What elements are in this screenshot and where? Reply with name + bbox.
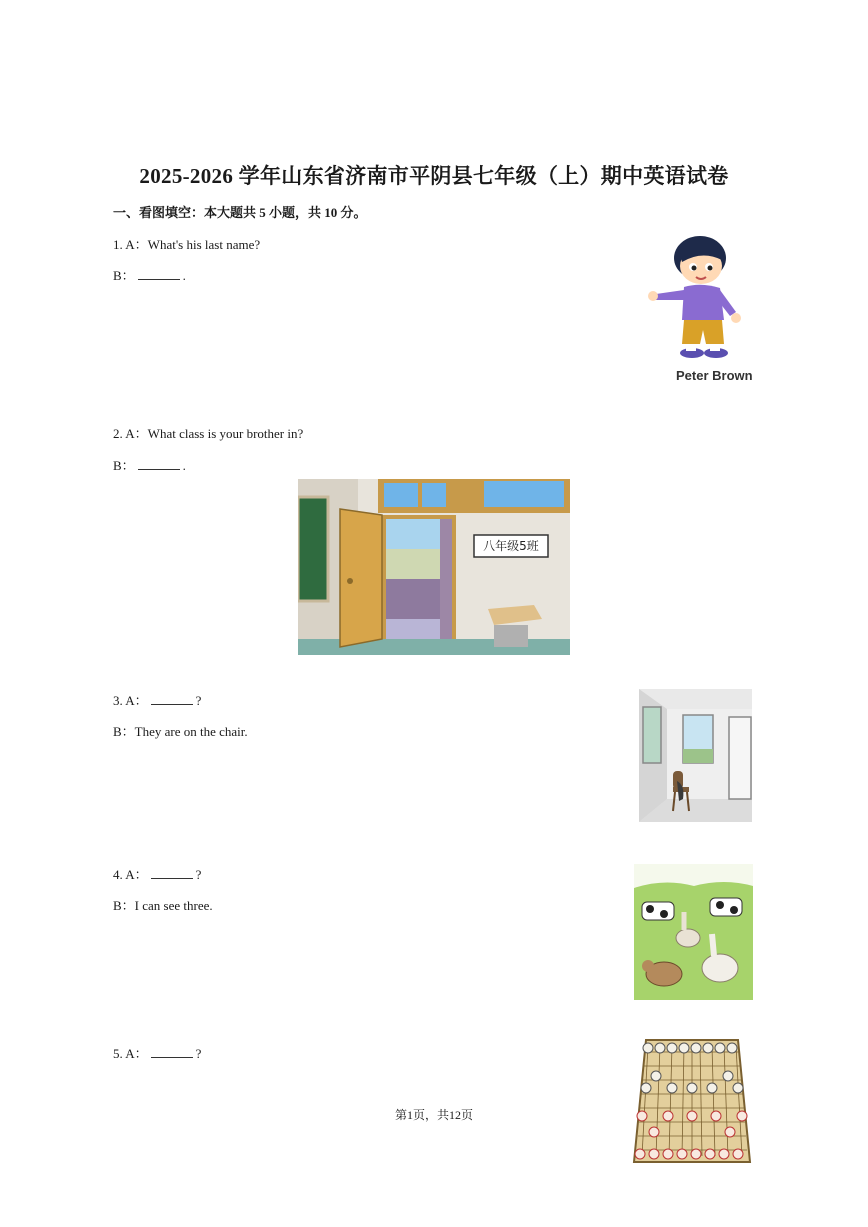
q3-b-prefix: B： <box>113 724 135 739</box>
q1-answer-blank[interactable] <box>138 269 180 280</box>
q1-a-prefix: 1. A： <box>113 237 148 252</box>
q1-question <box>113 234 260 253</box>
q5-question-blank[interactable] <box>151 1047 193 1058</box>
q3-a-suffix: ? <box>195 693 202 708</box>
q4-question-blank[interactable] <box>151 868 193 879</box>
classroom-illustration <box>298 479 570 655</box>
q1-a-text: What's his last name? <box>147 237 261 252</box>
q2-question <box>113 423 303 442</box>
q2-answer-blank[interactable] <box>138 459 180 470</box>
q3-question <box>113 690 201 709</box>
q4-question <box>113 864 201 883</box>
q5-question <box>113 1043 201 1062</box>
q4-b-text: I can see three. <box>134 898 213 913</box>
room-chair-illustration <box>639 689 752 822</box>
q4-a-suffix: ? <box>195 867 202 882</box>
q2-b-suffix: . <box>182 458 186 473</box>
q5-a-suffix: ? <box>195 1046 202 1061</box>
page-title: 2025-2026 学年山东省济南市平阴县七年级（上）期中英语试卷 <box>139 164 729 188</box>
q4-b-prefix: B： <box>113 898 135 913</box>
q3-answer-line <box>113 721 248 740</box>
q3-a-prefix: 3. A： <box>113 693 148 708</box>
q4-a-prefix: 4. A： <box>113 867 148 882</box>
q2-b-prefix: B： <box>113 458 135 473</box>
q3-question-blank[interactable] <box>151 694 193 705</box>
q1-b-suffix: . <box>182 268 186 283</box>
page-footer: 第1页，共12页 <box>394 1108 473 1122</box>
boy-caption: Peter Brown <box>676 368 753 383</box>
farm-animals-illustration <box>634 864 753 1000</box>
classroom-sign: 八年级5班 <box>483 539 539 553</box>
q5-a-prefix: 5. A： <box>113 1046 148 1061</box>
q1-answer-line <box>113 265 186 284</box>
q2-answer-line <box>113 455 186 474</box>
q1-b-prefix: B： <box>113 268 135 283</box>
section-heading: 一、看图填空：本大题共 5 小题，共 10 分。 <box>113 205 367 220</box>
q3-b-text: They are on the chair. <box>134 724 248 739</box>
q2-a-prefix: 2. A： <box>113 426 148 441</box>
chinese-chess-illustration <box>632 1038 752 1164</box>
boy-illustration <box>644 232 748 367</box>
q4-answer-line <box>113 895 213 914</box>
q2-a-text: What class is your brother in? <box>147 426 304 441</box>
